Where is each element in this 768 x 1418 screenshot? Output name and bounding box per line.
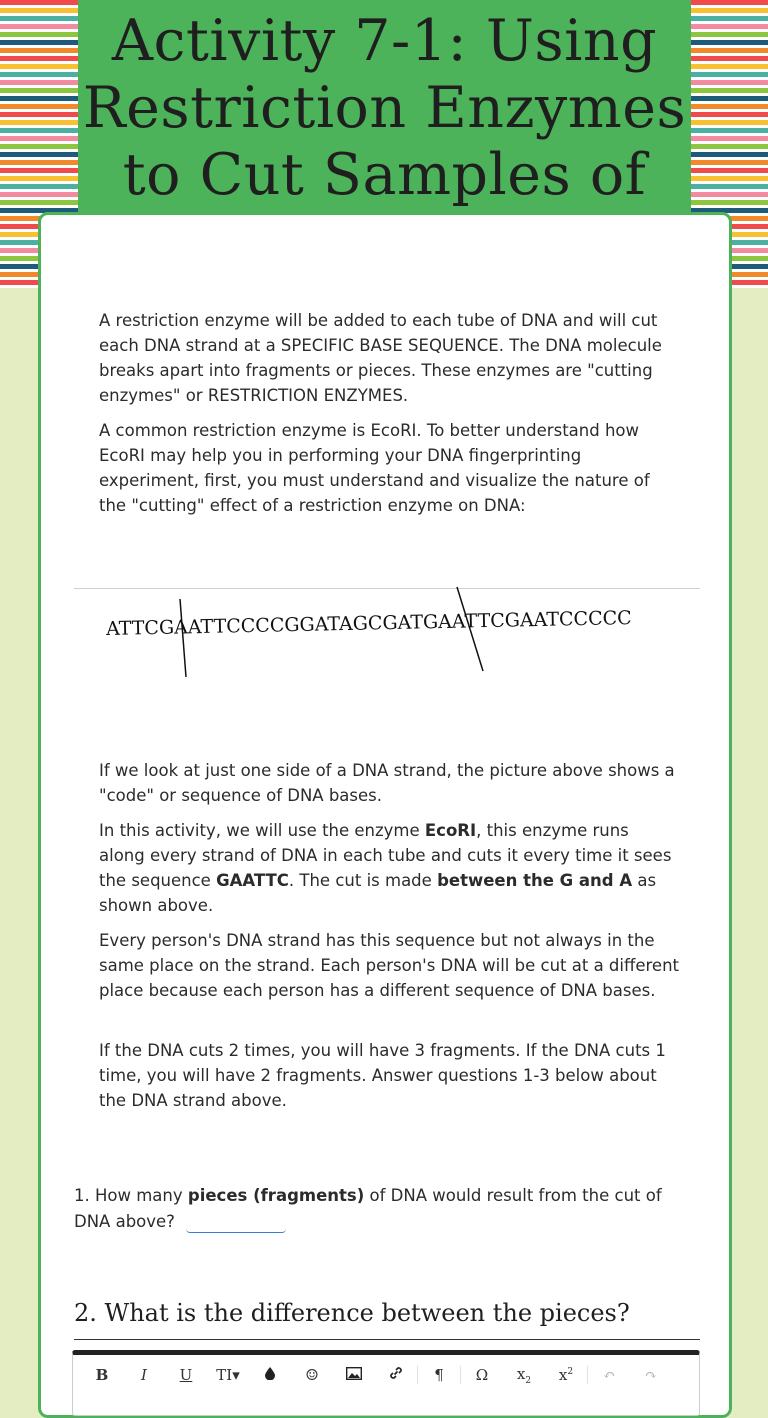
paragraph-icon[interactable]: ¶ — [417, 1366, 460, 1384]
intro-paragraph-2: A common restriction enzyme is EcoRI. To better understand how EcoRI may help you in performing your DNA fingerprinting experiment, first, you must understand and visualize the nature of the "cutting" effect of a restriction enzyme on DNA: — [99, 421, 650, 515]
subscript-button[interactable]: $x_2$ — [516, 1364, 532, 1386]
sequence-name: GAATTC — [216, 871, 289, 890]
explain-paragraph-3: Every person's DNA strand has this sequence but not always in the same place on the strand. Each person's DNA will be cut at a different place because each person has a different sequence of DNA bases. — [99, 931, 680, 1000]
link-icon[interactable] — [375, 1365, 417, 1385]
question-1: 1. How many pieces (fragments) of DNA would result from the cut of DNA above? — [74, 1186, 662, 1231]
bold-button[interactable]: B — [95, 1366, 109, 1384]
content-card — [38, 212, 732, 1418]
question-1-answer-input[interactable] — [186, 1212, 286, 1233]
dna-sequence-figure — [74, 583, 700, 693]
text-size-dropdown[interactable]: TI▾ — [216, 1366, 240, 1384]
special-character-button[interactable]: Ω — [460, 1366, 503, 1384]
question-2: 2. What is the difference between the pieces? — [74, 1299, 630, 1327]
explain-paragraph-4: If the DNA cuts 2 times, you will have 3 fragments. If the DNA cuts 1 time, you will have 2 fragments. Answer questions 1-3 below about the DNA strand above. — [99, 1041, 666, 1110]
image-icon[interactable] — [333, 1366, 375, 1384]
italic-button[interactable]: I — [141, 1366, 147, 1384]
enzyme-name: EcoRI — [424, 821, 477, 840]
emoji-icon[interactable]: ☺ — [305, 1366, 319, 1384]
intro-paragraph-1: A restriction enzyme will be added to each tube of DNA and will cut each DNA strand at a SPECIFIC BASE SEQUENCE. The DNA molecule breaks apart into fragments or pieces. These enzymes are "cutting enzymes" or RESTRICTION ENZYMES. — [99, 311, 662, 405]
text-color-icon[interactable] — [249, 1366, 291, 1384]
undo-icon[interactable]: ↶ — [587, 1366, 630, 1384]
explain-paragraph-2: In this activity, we will use the enzyme EcoRI, this enzyme runs along every strand of DNA in each tube and cuts it every time it sees the sequence GAATTC. The cut is made between the G and A as shown above. — [99, 821, 672, 915]
redo-icon[interactable]: ↷ — [644, 1366, 658, 1384]
underline-button[interactable]: U — [179, 1366, 193, 1384]
page-header — [78, 0, 691, 225]
dna-sequence-text: ATTCGAATTCCCCGGATAGCGATGAATTCGAATCCCCC — [105, 607, 632, 641]
editor-toolbar — [73, 1355, 699, 1395]
rich-text-editor[interactable] — [72, 1350, 700, 1416]
superscript-button[interactable]: $x^2$ — [558, 1366, 574, 1384]
page-title: Activity 7-1: Using Restriction Enzymes to Cut Samples of — [82, 8, 687, 208]
explain-paragraph-1: If we look at just one side of a DNA strand, the picture above shows a "code" or sequence of DNA bases. — [99, 761, 675, 805]
cut-location: between the G and A — [437, 871, 633, 890]
divider — [74, 1339, 700, 1340]
